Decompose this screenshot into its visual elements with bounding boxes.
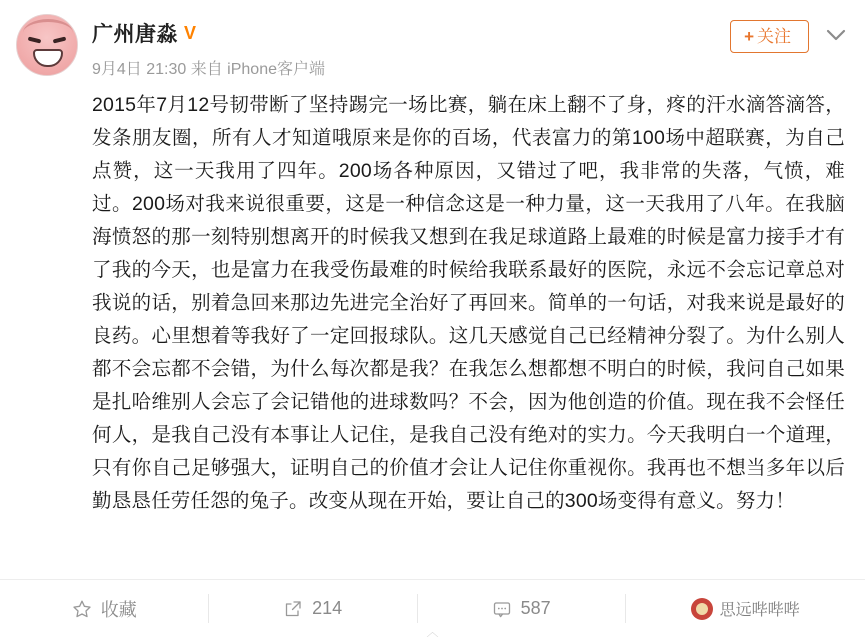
share-button[interactable]: [208, 580, 416, 637]
post-header: [0, 0, 865, 79]
comment-button[interactable]: [417, 580, 625, 637]
verified-badge-icon: V: [184, 23, 197, 43]
comment-icon: [492, 599, 512, 619]
follow-button[interactable]: [730, 20, 809, 53]
share-count: 214: [312, 598, 343, 618]
star-icon: [72, 599, 92, 619]
comment-count: 587: [520, 598, 551, 618]
post-timestamp: 9月4日 21:30 来自 iPhone客户端: [92, 61, 325, 78]
source-account-link[interactable]: [625, 580, 865, 637]
bottom-handle-indicator: ︿: [426, 625, 439, 637]
avatar[interactable]: [16, 14, 78, 76]
favorite-button[interactable]: [0, 580, 208, 637]
follow-button-label: 关注: [757, 27, 791, 46]
favorite-label: 收藏: [100, 599, 137, 620]
share-icon: [283, 599, 303, 619]
author-name[interactable]: 广州唐淼: [92, 23, 178, 46]
chevron-down-icon[interactable]: [823, 22, 849, 48]
source-label: 思远哔哔哔: [719, 602, 800, 619]
source-avatar: [691, 598, 713, 620]
post-content: 2015年7月12号韧带断了坚持踢完一场比赛，躺在床上翻不了身，疼的汗水滴答滴答，发条朋友圈，所有人才知道哦原来是你的百场，代表富力的第100场中超联赛，为自己点赞，这一天我用了四年。200场各种原因，又错过了吧，我非常的失落，气愤，难过。200场对我来说很重要，这是一种信念这是一种力量，这一天我用了八年。在我脑海愤怒的那一刻特别想离开的时候我又想到在我足球道路上最难的时候是富力接手才有了我的今天，也是富力在我受伤最难的时候给我联系最好的医院，永远不会忘记章总对我说的话，别着急回来那边先进完全治好了再回来。简单的一句话，对我来说是最好的良药。心里想着等我好了一定回报球队。这几天感觉自己已经精神分裂了。为什么别人都不会忘都不会错，为什么每次都是我？在我怎么想都想不明白的时候，我问自己如果是扎哈维别人会忘了会记错他的进球数吗？不会，因为他创造的价值。现在我不会怪任何人，是我自己没有本事让人记住，是我自己没有绝对的实力。今天我明白一个道理，只有你自己足够强大，证明自己的价值才会让人记住你重视你。我再也不想当多年以后勤恳恳任劳任怨的兔子。改变从现在开始，要让自己的300场变得有意义。努力！: [92, 94, 845, 512]
plus-icon: +: [744, 27, 754, 46]
